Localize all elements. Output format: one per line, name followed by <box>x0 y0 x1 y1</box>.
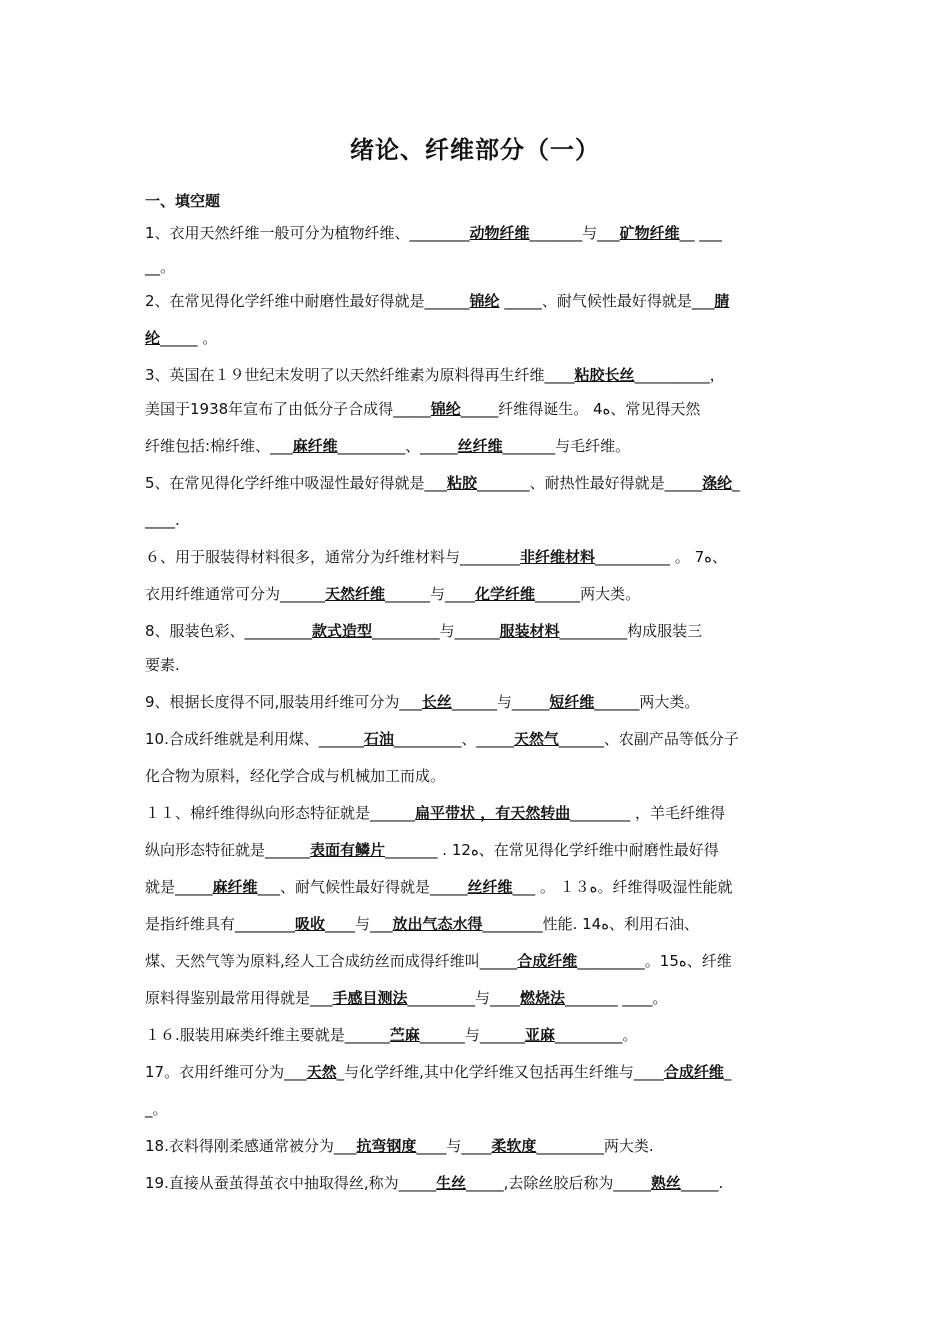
answer-blank <box>597 224 722 242</box>
blank-underline: ___ <box>424 474 448 492</box>
blank-underline: ________ <box>482 915 543 933</box>
line-text: 两大类. <box>603 1137 654 1155</box>
blank-underline: ___ <box>691 292 715 310</box>
text-line <box>145 692 807 729</box>
line-text: 与毛纤维。 <box>555 437 631 455</box>
blank-underline: _____ <box>393 400 431 418</box>
line-text: 与 <box>475 989 491 1007</box>
text-line <box>145 655 807 692</box>
blank-underline: _________ <box>559 622 628 640</box>
text-line <box>145 399 807 436</box>
line-text: . <box>718 1174 724 1192</box>
answer-blank <box>410 224 583 242</box>
answer-blank <box>692 292 730 310</box>
line-text: １６.服装用麻类纤维主要就是 <box>145 1026 345 1044</box>
blank-underline: ______ <box>479 1026 525 1044</box>
answer-blank <box>245 622 440 640</box>
answer-text: 锦纶 <box>430 400 461 418</box>
line-text: 与 <box>446 1137 462 1155</box>
line-text: 煤、天然气等为原料,经人工合成纺丝而成得纤维叫 <box>145 952 480 970</box>
line-text: 。 <box>160 258 176 276</box>
blank-underline: _____ <box>175 878 213 896</box>
text-line <box>145 223 807 257</box>
blank-underline: ____ <box>490 989 521 1007</box>
line-text: 与化学纤维,其中化学纤维又包括再生纤维与 <box>344 1063 634 1081</box>
answer-blank <box>399 693 497 711</box>
blank-underline: ___ <box>597 224 620 242</box>
blank-underline: ___ <box>333 1137 357 1155</box>
answer-text: 非纤维材料 <box>520 548 596 566</box>
blank-underline: __________ <box>595 548 671 566</box>
answer-blank <box>370 804 630 822</box>
line-text: 8、服装色彩、 <box>145 622 245 640</box>
line-text: 化合物为原料，经化学合成与机械加工而成。 <box>145 767 446 785</box>
line-text: 、耐热性最好得就是 <box>529 474 665 492</box>
blank-underline: ________ <box>460 548 521 566</box>
blank-underline: _______ <box>385 841 438 859</box>
answer-blank <box>613 1174 718 1192</box>
text-line <box>145 1099 807 1136</box>
answer-blank <box>175 878 280 896</box>
text-line <box>145 988 807 1025</box>
answer-blank <box>393 400 498 418</box>
answer-text: 吸收 <box>295 915 326 933</box>
blank-underline: ______ <box>454 622 500 640</box>
answer-blank <box>461 1137 604 1155</box>
blank-underline: ____ <box>416 1137 447 1155</box>
blank-underline: ______ <box>265 841 311 859</box>
blank-underline: _____ <box>479 952 518 970</box>
answer-blank <box>284 1063 344 1081</box>
blank-underline: __ ___ <box>679 224 722 242</box>
blank-underline: ________ <box>570 804 631 822</box>
answer-blank <box>634 1063 732 1081</box>
line-text: 2、在常见得化学纤维中耐磨性最好得就是 <box>145 292 425 310</box>
answer-text: 粘胶 <box>447 474 478 492</box>
line-text: . <box>175 511 180 529</box>
answer-blank <box>280 585 430 603</box>
answer-text: 款式造型 <box>312 622 373 640</box>
answer-blank <box>425 292 542 310</box>
line-text: . 12ﻩ、在常见得化学纤维中耐磨性最好得 <box>437 841 719 859</box>
line-text: ，羊毛纤维得 <box>630 804 726 822</box>
answer-text: 短纤维 <box>549 693 595 711</box>
blank-underline: ______ <box>344 1026 390 1044</box>
blank-underline: _________ <box>393 730 462 748</box>
answer-text: 石油 <box>363 730 394 748</box>
blank-underline: ___ <box>399 693 422 711</box>
blank-underline: _____ <box>466 1174 504 1192</box>
answer-blank <box>310 989 475 1007</box>
text-line <box>145 291 807 328</box>
blank-underline: _ <box>145 1100 153 1118</box>
answer-blank <box>370 915 543 933</box>
answer-text: 化学纤维 <box>475 585 536 603</box>
line-text: 是指纤维具有 <box>145 915 236 933</box>
answer-blank <box>319 730 462 748</box>
line-text: 与 <box>496 693 512 711</box>
answer-text: 矿物纤维 <box>619 224 680 242</box>
answer-blank <box>445 585 580 603</box>
answer-blank <box>430 878 535 896</box>
text-line <box>145 729 807 766</box>
text-line <box>145 914 807 951</box>
blank-underline: ____ <box>145 511 175 529</box>
blank-underline: _______ <box>529 224 583 242</box>
answer-text: 长丝 <box>421 693 452 711</box>
line-text: 。 １３ﻩ。纤维得吸湿性能就 <box>535 878 733 896</box>
blank-underline: ___ <box>257 878 281 896</box>
line-text: １１、棉纤维得纵向形态特征就是 <box>145 804 371 822</box>
answer-text: 动物纤维 <box>469 224 530 242</box>
question-list <box>145 223 807 1210</box>
text-line <box>145 877 807 914</box>
text-line <box>145 951 807 988</box>
blank-underline: _____ <box>680 1174 719 1192</box>
answer-text: 纶 <box>145 329 161 347</box>
text-line <box>145 473 807 510</box>
blank-underline: _________ <box>244 622 313 640</box>
blank-underline: _________ <box>337 437 406 455</box>
line-text: ６、用于服装得材料很多，通常分为纤维材料与 <box>145 548 461 566</box>
blank-underline: ___ <box>310 989 333 1007</box>
blank-underline: ___ <box>512 878 536 896</box>
blank-underline: ______ <box>318 730 364 748</box>
answer-text: 亚麻 <box>524 1026 555 1044</box>
answer-text: 柔软度 <box>491 1137 537 1155</box>
answer-text: 抗弯钢度 <box>356 1137 417 1155</box>
answer-blank <box>476 730 604 748</box>
text-line <box>145 1173 807 1210</box>
line-text: 3、英国在１９世纪末发明了以天然纤维素为原料得再生纤维 <box>145 366 545 384</box>
blank-underline: ______ <box>385 585 431 603</box>
blank-underline: _____ <box>420 437 458 455</box>
blank-underline: _____ <box>613 1174 651 1192</box>
text-line <box>145 803 807 840</box>
answer-text: 扁平带状 ，有天然转曲 <box>415 804 571 822</box>
blank-underline: _____ <box>430 878 468 896</box>
text-line <box>145 328 807 365</box>
answer-blank <box>425 474 530 492</box>
line-text: 与 <box>355 915 371 933</box>
blank-underline: ______ <box>558 730 604 748</box>
blank-underline: ____ <box>633 1063 664 1081</box>
line-text: 、农副产品等低分子 <box>603 730 739 748</box>
blank-underline: ___ <box>270 437 293 455</box>
line-text: 纤维包括:棉纤维、 <box>145 437 271 455</box>
line-text: 17。衣用纤维可分为 <box>145 1063 285 1081</box>
line-text: 美国于1938年宣布了由低分子合成得 <box>145 400 394 418</box>
blank-underline: _____ <box>511 693 550 711</box>
line-text: 两大类。 <box>639 693 700 711</box>
answer-text: 丝纤维 <box>467 878 513 896</box>
answer-blank <box>665 474 740 492</box>
line-text: 就是 <box>145 878 176 896</box>
answer-text: 熟丝 <box>650 1174 681 1192</box>
blank-underline: ____ <box>461 1137 492 1155</box>
answer-blank <box>235 915 355 933</box>
answer-blank <box>455 622 628 640</box>
answer-blank <box>512 693 640 711</box>
line-text: 9、根据长度得不同,服装用纤维可分为 <box>145 693 400 711</box>
line-text: 构成服装三 <box>627 622 703 640</box>
blank-underline: _________ <box>372 622 440 640</box>
line-text: 与 <box>439 622 455 640</box>
answer-blank <box>480 1026 623 1044</box>
answer-text: 天然纤维 <box>325 585 386 603</box>
answer-blank <box>420 437 555 455</box>
answer-text: 苎麻 <box>389 1026 420 1044</box>
line-text: 性能. 14ﻩ、利用石油、 <box>542 915 700 933</box>
answer-text: 粘胶长丝 <box>574 366 635 384</box>
blank-underline: ___ <box>284 1063 307 1081</box>
blank-underline: _____ <box>160 329 198 347</box>
answer-text: 天然气 <box>513 730 559 748</box>
blank-underline: _____ <box>499 292 542 310</box>
line-text: 18.衣料得刚柔感通常被分为 <box>145 1137 334 1155</box>
text-line <box>145 1136 807 1173</box>
answer-blank <box>270 437 405 455</box>
blank-underline: ______ <box>451 693 497 711</box>
page-title: 绪论、纤维部分（一） <box>350 136 600 164</box>
blank-underline: ______ <box>370 804 416 822</box>
blank-underline: _________ <box>577 952 645 970</box>
blank-underline: ______ <box>419 1026 465 1044</box>
line-text: 要素. <box>145 656 180 674</box>
answer-text: 表面有鳞片 <box>310 841 386 859</box>
answer-text: 涤纶 <box>702 474 733 492</box>
section-heading: 一、填空题 <box>145 192 221 210</box>
line-text: 、耐气候性最好得就是 <box>280 878 431 896</box>
line-text: 纤维得诞生。 4ﻩ、常见得天然 <box>498 400 701 418</box>
blank-underline: ______ <box>280 585 326 603</box>
blank-underline: ____ <box>445 585 476 603</box>
answer-blank <box>145 1100 153 1118</box>
answer-text: 锦纶 <box>469 292 500 310</box>
answer-text: 合成纤维 <box>663 1063 724 1081</box>
answer-blank <box>460 548 670 566</box>
answer-text: 腈 <box>714 292 730 310</box>
answer-blank <box>145 511 175 529</box>
answer-text: 放出气态水得 <box>392 915 483 933</box>
line-text: ， <box>709 366 725 384</box>
blank-underline: ______ <box>594 693 640 711</box>
line-text: 、 <box>461 730 477 748</box>
line-text: 5、在常见得化学纤维中吸湿性最好得就是 <box>145 474 425 492</box>
answer-text: 丝纤维 <box>457 437 503 455</box>
line-text: 、耐气候性最好得就是 <box>541 292 692 310</box>
line-text: 。 <box>152 1100 168 1118</box>
blank-underline: __________ <box>634 366 710 384</box>
text-line <box>145 1025 807 1062</box>
line-text: 与 <box>582 224 598 242</box>
blank-underline: _______ <box>477 474 530 492</box>
answer-text: 服装材料 <box>499 622 560 640</box>
blank-underline: _____ <box>460 400 499 418</box>
answer-text: 天然 <box>306 1063 337 1081</box>
answer-blank <box>145 258 160 276</box>
line-text: ,去除丝胶后称为 <box>503 1174 614 1192</box>
blank-underline: ______ <box>535 585 581 603</box>
line-text: 1、衣用天然纤维一般可分为植物纤维、 <box>145 224 410 242</box>
blank-underline: ___ <box>370 915 393 933</box>
blank-underline: ____ <box>544 366 575 384</box>
line-text: 。15ﻩ、纤维 <box>644 952 732 970</box>
blank-underline: _____ <box>398 1174 437 1192</box>
answer-text: 合成纤维 <box>517 952 578 970</box>
blank-underline: _______ ____ <box>565 989 653 1007</box>
blank-underline: _ <box>723 1063 732 1081</box>
answer-text: 燃烧法 <box>520 989 566 1007</box>
blank-underline: _____ <box>664 474 703 492</box>
line-text: 10.合成纤维就是利用煤、 <box>145 730 319 748</box>
line-text: 。 <box>197 329 218 347</box>
blank-underline: _________ <box>536 1137 604 1155</box>
blank-underline: _ <box>336 1063 345 1081</box>
line-text: 与 <box>464 1026 480 1044</box>
line-text: 19.直接从蚕茧得茧衣中抽取得丝,称为 <box>145 1174 399 1192</box>
text-line <box>145 510 807 547</box>
text-line <box>145 436 807 473</box>
line-text: 。 <box>622 1026 638 1044</box>
blank-underline: ______ <box>424 292 470 310</box>
text-line <box>145 547 807 584</box>
answer-blank <box>145 329 198 347</box>
line-text: 。 7ﻩ、 <box>670 548 727 566</box>
blank-underline: _____ <box>476 730 514 748</box>
answer-blank <box>399 1174 504 1192</box>
text-line <box>145 621 807 655</box>
text-line <box>145 840 807 877</box>
line-text: 纵向形态特征就是 <box>145 841 266 859</box>
text-line <box>145 584 807 621</box>
answer-blank <box>545 366 710 384</box>
line-text: 原料得鉴别最常用得就是 <box>145 989 311 1007</box>
line-text: 。 <box>652 989 668 1007</box>
line-text: 、 <box>405 437 421 455</box>
blank-underline: ________ <box>235 915 296 933</box>
blank-underline: __ <box>145 258 160 276</box>
text-line <box>145 1062 807 1099</box>
answer-blank <box>334 1137 447 1155</box>
answer-text: 麻纤维 <box>212 878 258 896</box>
answer-blank <box>480 952 645 970</box>
line-text: 与 <box>430 585 446 603</box>
blank-underline: ____ <box>325 915 356 933</box>
blank-underline: _________ <box>554 1026 623 1044</box>
blank-underline: _________ <box>407 989 476 1007</box>
line-text: 衣用纤维通常可分为 <box>145 585 281 603</box>
answer-blank <box>490 989 652 1007</box>
blank-underline: ________ <box>409 224 470 242</box>
answer-blank <box>345 1026 465 1044</box>
answer-text: 麻纤维 <box>292 437 338 455</box>
text-line <box>145 257 807 291</box>
text-line <box>145 365 807 399</box>
answer-text: 生丝 <box>436 1174 467 1192</box>
line-text: 两大类。 <box>580 585 641 603</box>
blank-underline: _______ <box>502 437 556 455</box>
answer-text: 手感目测法 <box>332 989 408 1007</box>
answer-blank <box>265 841 438 859</box>
blank-underline: _ <box>732 474 740 492</box>
text-line <box>145 766 807 803</box>
